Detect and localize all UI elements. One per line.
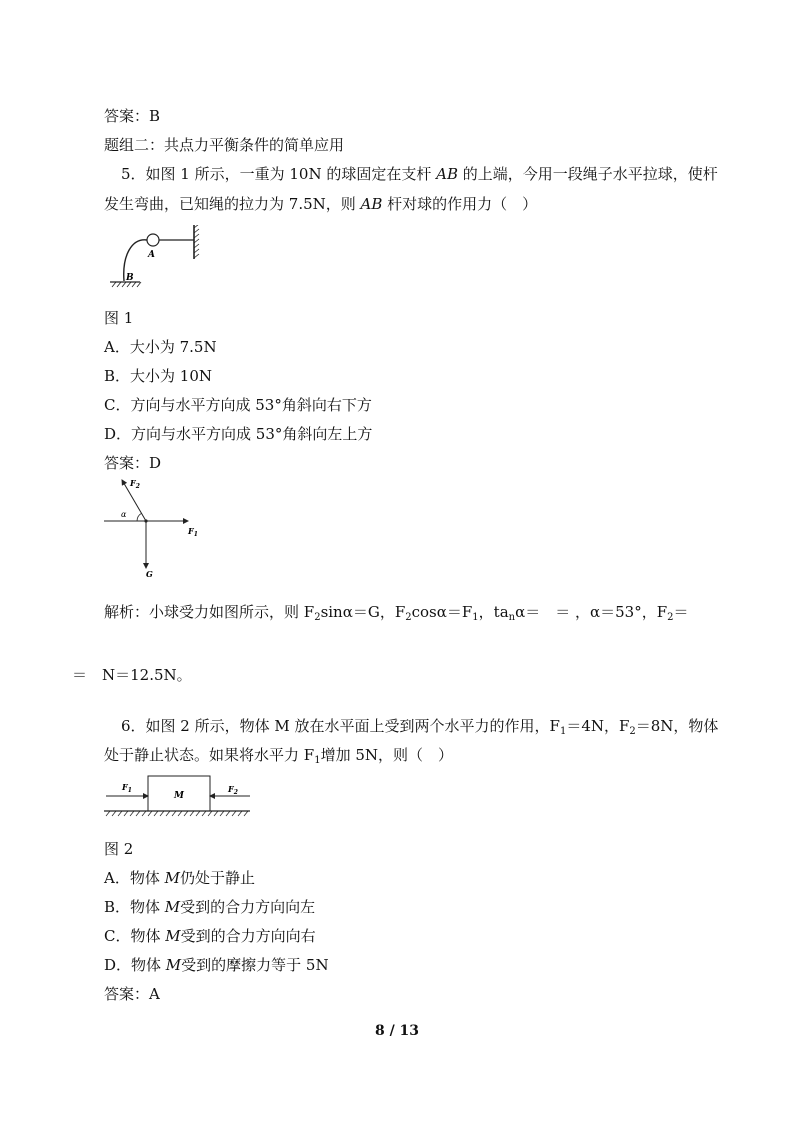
q5-figure-rod-ball (110, 225, 210, 291)
label-a: A (148, 250, 155, 260)
q5-analysis-line2: ＝ N＝12.5N。 (72, 666, 192, 684)
q5-option-d: D．方向与水平方向成 53°角斜向左上方 (104, 425, 373, 443)
previous-answer: 答案：B (104, 107, 161, 125)
q5-stem-line1: 5．如图 1 所示，一重为 10N 的球固定在支杆 AB 的上端，今用一段绳子水平拉球，使杆 (121, 165, 718, 183)
f1-label: $F_1$ (188, 526, 198, 538)
q6-stem-line2: 处于静止状态。如果将水平力 $F_1$增加 5N，则（ ） (104, 746, 453, 766)
q6-option-a: A．物体 M仍处于静止 (104, 869, 255, 887)
q5-analysis-line1: 解析：小球受力如图所示，则 $F_2\sin\alpha=G$，$F_2\cos\alpha=F_1$，$ta_n\alpha=$ ＝ ，α＝53°，$F_2=$ (104, 603, 689, 623)
q5-option-b: B．大小为 10N (104, 367, 213, 385)
q6-option-c: C．物体 M受到的合力方向向右 (104, 927, 316, 945)
section-title: 题组二：共点力平衡条件的简单应用 (104, 136, 345, 154)
q5-force-diagram (104, 476, 214, 582)
q6-answer: 答案：A (104, 985, 160, 1003)
q6-stem-line1: 6．如图 2 所示，物体 M 放在水平面上受到两个水平力的作用，$F_1=4N$，$F_2=8N$，物体 (121, 717, 719, 737)
q5-answer: 答案：D (104, 454, 162, 472)
q6-figure-block (104, 773, 254, 821)
q6-f2-label: $F_2$ (228, 784, 238, 796)
q6-f1-label: $F_1$ (122, 782, 132, 794)
block-m-label: M (174, 791, 184, 801)
f2-label: $F_2$ (130, 478, 140, 490)
q6-option-b: B．物体 M受到的合力方向向左 (104, 898, 316, 916)
q5-stem-line2: 发生弯曲，已知绳的拉力为 7.5N，则 AB 杆对球的作用力（ ） (104, 195, 538, 213)
q5-option-a: A．大小为 7.5N (104, 338, 217, 356)
q6-figure-caption: 图 2 (104, 840, 134, 858)
q6-option-d: D．物体 M受到的摩擦力等于 5N (104, 956, 329, 974)
page-number: 8 / 13 (374, 1023, 420, 1039)
label-b: B (126, 273, 134, 283)
alpha-label: α (121, 510, 127, 519)
q5-figure-caption: 图 1 (104, 309, 134, 327)
g-label: G (146, 569, 153, 579)
q5-option-c: C．方向与水平方向成 53°角斜向右下方 (104, 396, 372, 414)
